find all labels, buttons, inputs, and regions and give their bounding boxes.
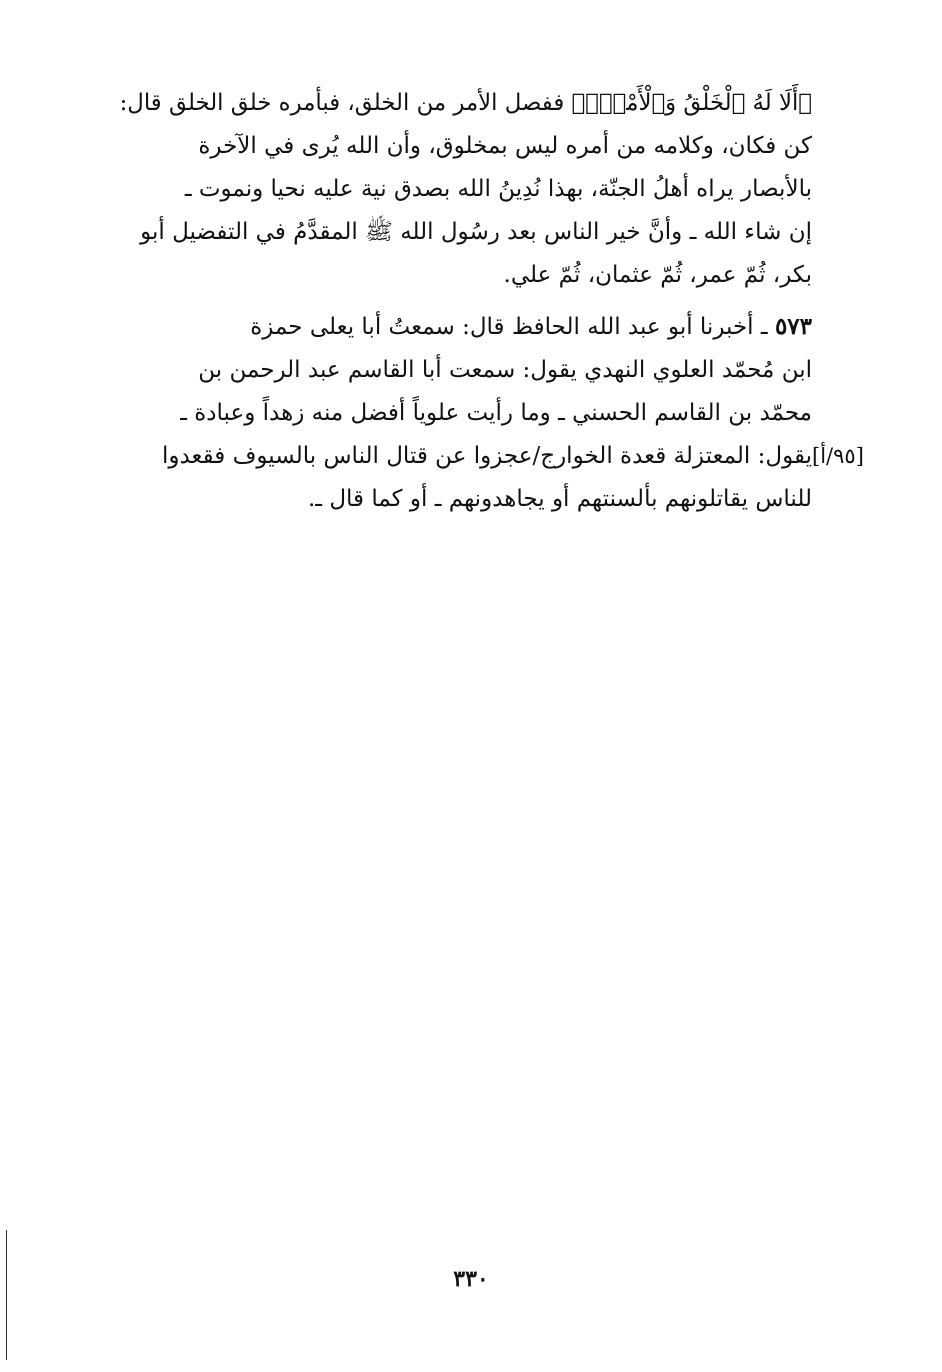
page-number: ٣٣٠ bbox=[453, 1266, 489, 1292]
text-line: كن فكان، وكلامه من أمره ليس بمخلوق، وأن الله يُرى في الآخرة bbox=[198, 133, 812, 159]
manuscript-folio-reference: [٩٥/أ] bbox=[812, 444, 864, 468]
text-line: بكر، ثُمّ عمر، ثُمّ عثمان، ثُمّ علي. bbox=[503, 262, 812, 288]
text-line: ابن مُحمّد العلوي النهدي يقول: سمعت أبا القاسم عبد الرحمن بن bbox=[198, 357, 812, 383]
hadith-number: ٥٧٣ bbox=[774, 313, 812, 340]
paragraph-2 bbox=[120, 305, 812, 521]
text-line-first bbox=[120, 305, 812, 349]
text-line: إن شاء الله ـ وأنَّ خير الناس بعد رسُول الله ﷺ المقدَّمُ في التفضيل أبو bbox=[140, 219, 812, 245]
text-line: للناس يقاتلونهم بألسنتهم أو يجاهدونهم ـ أو كما قال ـ. bbox=[307, 486, 812, 512]
text-line: بالأبصار يراه أهلُ الجنّة، بهذا نُدِينُ الله بصدق نية عليه نحيا ونموت ـ bbox=[184, 176, 812, 202]
text-line: محمّد بن القاسم الحسني ـ وما رأيت علوياً أفضل منه زهداً وعبادة ـ bbox=[180, 400, 812, 426]
paragraph-1 bbox=[120, 82, 812, 297]
text-line: يقول: المعتزلة قعدة الخوارج/عجزوا عن قتال الناس بالسيوف فقعدوا bbox=[161, 443, 812, 469]
text-line: ﴿أَلَا لَهُ ٱلْخَلْقُ وَٱلْأَمْرُۗ﴾ ففصل الأمر من الخلق، فبأمره خلق الخلق قال: bbox=[119, 90, 812, 116]
scan-edge-line bbox=[6, 1230, 7, 1360]
text-line-first-rest: ـ أخبرنا أبو عبد الله الحافظ قال: سمعتُ أبا يعلى حمزة bbox=[250, 314, 775, 340]
